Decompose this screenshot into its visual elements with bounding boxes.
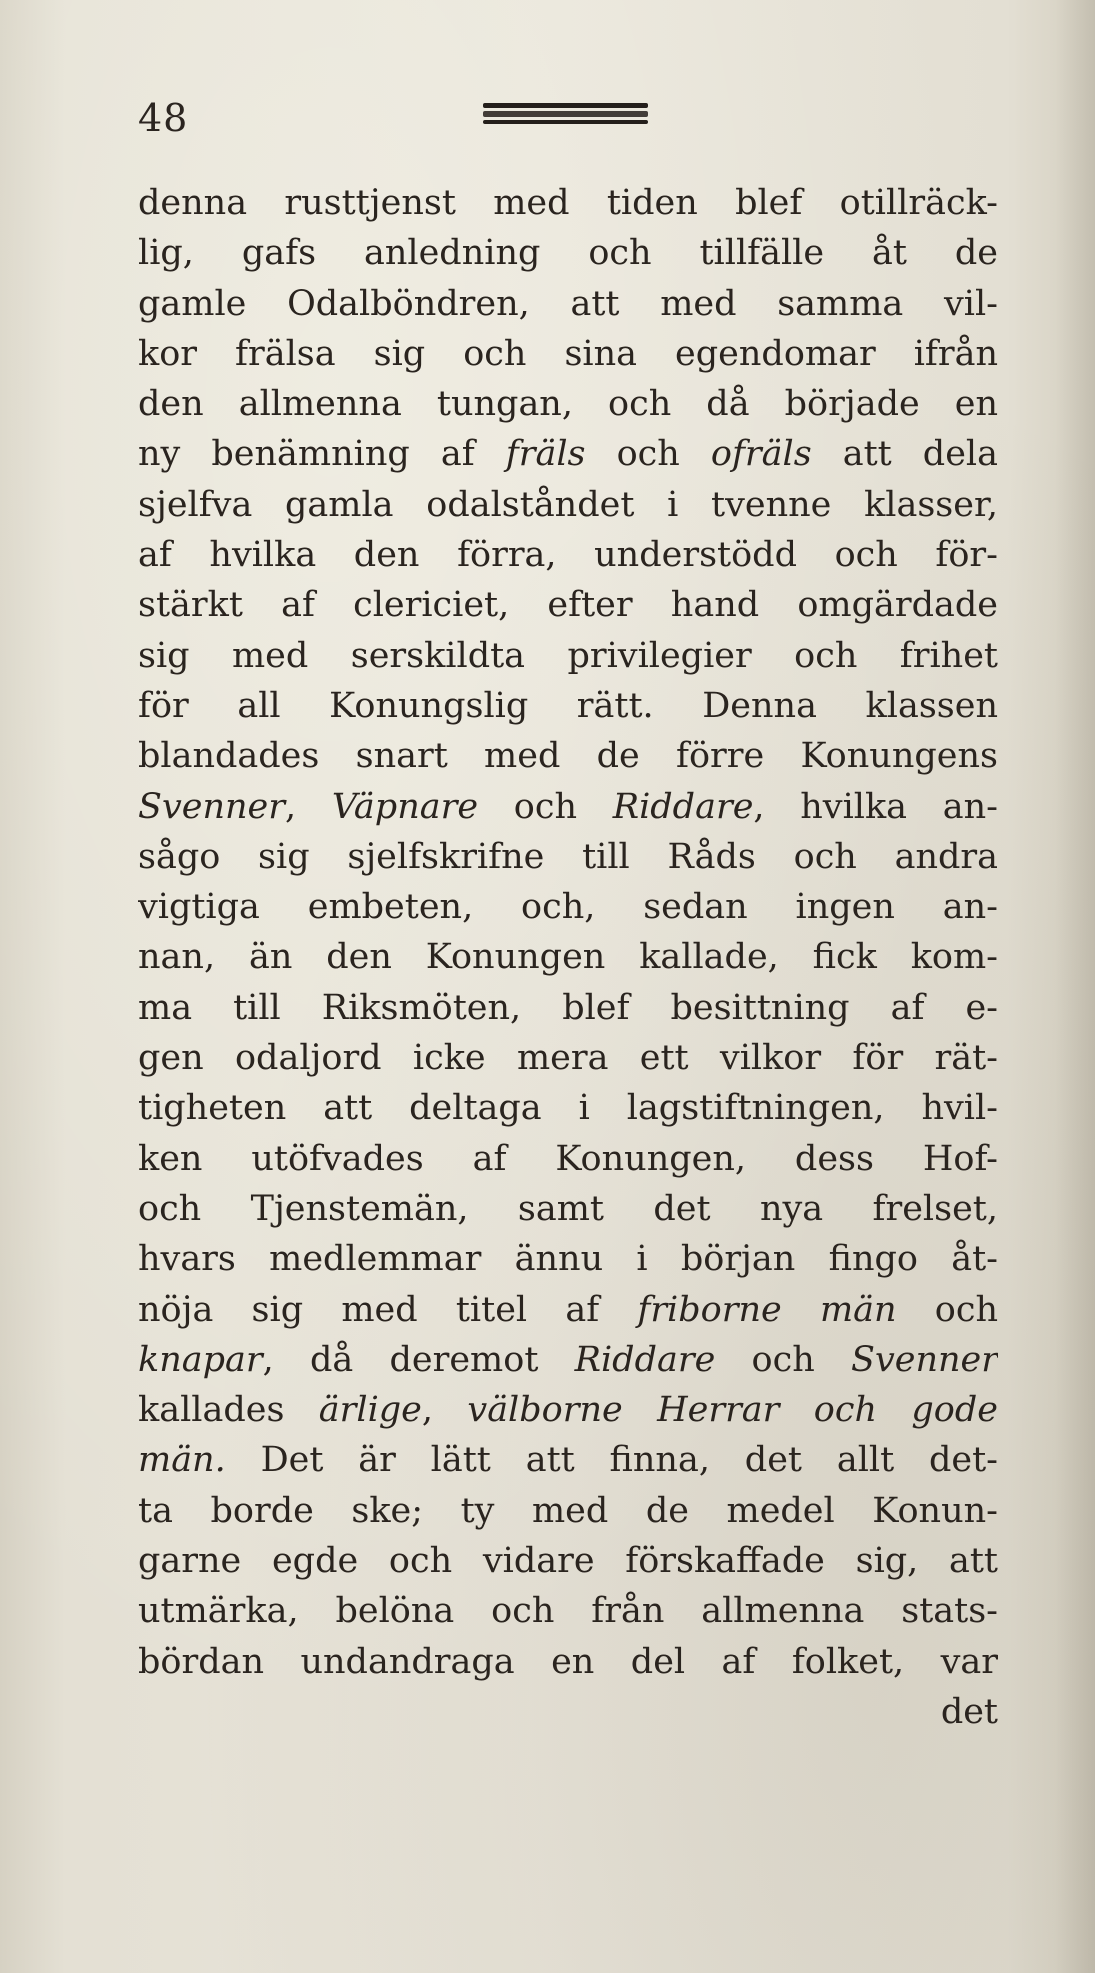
text-run: af hvilka den förra, understödd och för- xyxy=(138,535,998,576)
text-run: garne egde och vidare förskaffade sig, att xyxy=(138,1541,998,1582)
text-line xyxy=(138,731,998,781)
text-run: ny benämning af xyxy=(138,434,506,475)
text-line xyxy=(138,1335,998,1385)
text-line xyxy=(138,530,998,580)
text-run: Det är lätt att finna, det allt det- xyxy=(225,1440,998,1481)
text-run: sig med serskildta privilegier och frihet xyxy=(138,635,998,676)
text-run: kor frälsa sig och sina egendomar ifrån xyxy=(138,333,998,374)
text-run: sågo sig sjelfskrifne till Råds och andra xyxy=(138,836,998,877)
header-rule-bar xyxy=(483,111,648,117)
text-line xyxy=(138,379,998,429)
text-run: ma till Riksmöten, blef besittning af e- xyxy=(138,987,998,1028)
text-line xyxy=(138,681,998,731)
text-run: gamle Odalböndren, att med samma vil- xyxy=(138,283,998,324)
text-line xyxy=(138,983,998,1033)
text-run: för all Konungslig rätt. Denna klassen xyxy=(138,685,998,726)
text-run: och xyxy=(715,1339,851,1380)
text-run: sjelfva gamla odalståndet i tvenne klasser, xyxy=(138,484,998,525)
italic-text-run: Väpnare xyxy=(331,786,479,827)
text-line xyxy=(138,882,998,932)
italic-text-run: män. xyxy=(138,1440,226,1481)
text-line xyxy=(138,228,998,278)
text-line xyxy=(138,1184,998,1234)
text-line xyxy=(138,631,998,681)
text-run: , xyxy=(285,786,332,827)
text-line xyxy=(138,429,998,479)
text-line xyxy=(138,580,998,630)
text-line xyxy=(138,1637,998,1687)
text-line xyxy=(138,1234,998,1284)
text-run: tigheten att deltaga i lagstiftningen, hvil- xyxy=(138,1088,998,1129)
text-run: nan, än den Konungen kallade, fick kom- xyxy=(138,937,998,978)
text-run: att dela xyxy=(811,434,998,475)
text-run: lig, gafs anledning och tillfälle åt de xyxy=(138,233,998,274)
italic-text-run: Riddare xyxy=(612,786,754,827)
text-line xyxy=(138,279,998,329)
text-run: och Tjenstemän, samt det nya frelset, xyxy=(138,1188,998,1229)
text-run: utmärka, belöna och från allmenna stats- xyxy=(138,1591,998,1632)
text-line xyxy=(138,1687,998,1737)
text-run: gen odaljord icke mera ett vilkor för rät- xyxy=(138,1038,998,1079)
text-line xyxy=(138,1536,998,1586)
italic-text-run: friborne män xyxy=(637,1289,897,1330)
italic-text-run: fräls xyxy=(505,434,586,475)
text-line xyxy=(138,178,998,228)
text-run: och xyxy=(478,786,613,827)
text-line xyxy=(138,1486,998,1536)
header-ornament-rule xyxy=(483,103,648,125)
header-rule-bar xyxy=(483,103,648,108)
text-line xyxy=(138,1134,998,1184)
text-run: nöja sig med titel af xyxy=(138,1289,638,1330)
italic-text-run: ärlige xyxy=(318,1390,422,1431)
text-run: bördan undandraga en del af folket, var xyxy=(138,1641,998,1682)
text-line xyxy=(138,1586,998,1636)
text-run: och xyxy=(585,434,711,475)
text-line xyxy=(138,832,998,882)
italic-text-run: ofräls xyxy=(710,434,812,475)
italic-text-run: Svenner xyxy=(851,1339,998,1380)
text-line xyxy=(138,480,998,530)
text-run: , xyxy=(421,1390,468,1431)
text-line xyxy=(138,329,998,379)
text-run: hvars medlemmar ännu i början fingo åt- xyxy=(138,1239,998,1280)
italic-text-run: välborne Herrar och gode xyxy=(467,1390,998,1431)
text-line xyxy=(138,1435,998,1485)
page-edge-shadow xyxy=(1055,0,1095,1973)
text-run: , då deremot xyxy=(262,1339,575,1380)
text-run: ta borde ske; ty med de medel Konun- xyxy=(138,1490,998,1531)
text-run: , hvilka an- xyxy=(753,786,998,827)
text-run: vigtiga embeten, och, sedan ingen an- xyxy=(138,887,998,928)
text-run: kallades xyxy=(138,1390,319,1431)
page-number: 48 xyxy=(138,96,189,140)
text-run: stärkt af clericiet, efter hand omgärdade xyxy=(138,585,998,626)
text-line xyxy=(138,1083,998,1133)
text-line xyxy=(138,1385,998,1435)
header-rule-bar xyxy=(483,120,648,124)
text-run: ken utöfvades af Konungen, dess Hof- xyxy=(138,1138,998,1179)
italic-text-run: knapar xyxy=(138,1339,263,1380)
italic-text-run: Svenner xyxy=(138,786,285,827)
italic-text-run: Riddare xyxy=(574,1339,716,1380)
text-run: och xyxy=(896,1289,998,1330)
text-run: den allmenna tungan, och då började en xyxy=(138,384,998,425)
text-line xyxy=(138,782,998,832)
text-run: blandades snart med de förre Konungens xyxy=(138,736,998,777)
text-run: det xyxy=(940,1691,998,1732)
body-text xyxy=(138,178,998,1737)
text-line xyxy=(138,1285,998,1335)
text-run: denna rusttjenst med tiden blef otillräck- xyxy=(138,183,998,223)
text-line xyxy=(138,932,998,982)
text-line xyxy=(138,1033,998,1083)
